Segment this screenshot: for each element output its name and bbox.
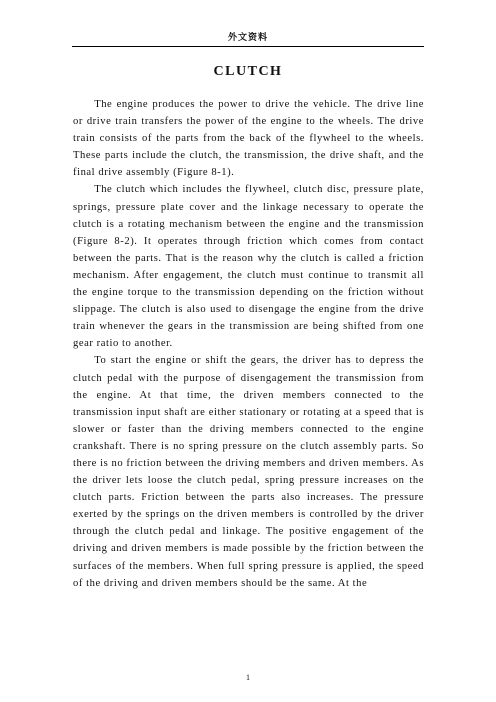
paragraph-1: The engine produces the power to drive the vehicle. The drive line or drive train transfers the power of the engine to the wheels. The drive train consists of the parts from the back of the flywheel to the wheels. These parts include the clutch, the transmission, the drive shaft, and the final drive assembly (Figure 8-1). [73,99,424,179]
page-header-title: 外文资料 [227,33,268,43]
page-number: 1 [246,673,250,682]
page-header [72,0,424,47]
document-body [73,96,424,592]
paragraph-2: The clutch which includes the flywheel, clutch disc, pressure plate, springs, pressure plate cover and the linkage necessary to operate the clutch is a rotating mechanism between the engine and the transmission (Figure 8-2). It operates through friction which comes from contact between the parts. That is the reason why the clutch is called a friction mechanism. After engagement, the clutch must continue to transmit all the engine torque to the transmission depending on the friction without slippage. The clutch is also used to disengage the engine from the drive train whenever the gears in the transmission are being shifted from one gear ratio to another. [73,184,424,350]
document-title: CLUTCH [213,64,283,79]
paragraph-3: To start the engine or shift the gears, the driver has to depress the clutch pedal with the purpose of disengagement the transmission from the engine. At that time, the driven members connected to the transmission input shaft are either stationary or rotating at a speed that is slower or faster than the driving members connected to the engine crankshaft. There is no spring pressure on the clutch assembly parts. So there is no friction between the driving members and driven members. As the driver lets loose the clutch pedal, spring pressure increases on the clutch parts. Friction between the parts also increases. The pressure exerted by the springs on the driven members is controlled by the driver through the clutch pedal and linkage. The positive engagement of the driving and driven members is made possible by the friction between the surfaces of the members. When full spring pressure is applied, the speed of the driving and driven members should be the same. At the [73,355,424,589]
